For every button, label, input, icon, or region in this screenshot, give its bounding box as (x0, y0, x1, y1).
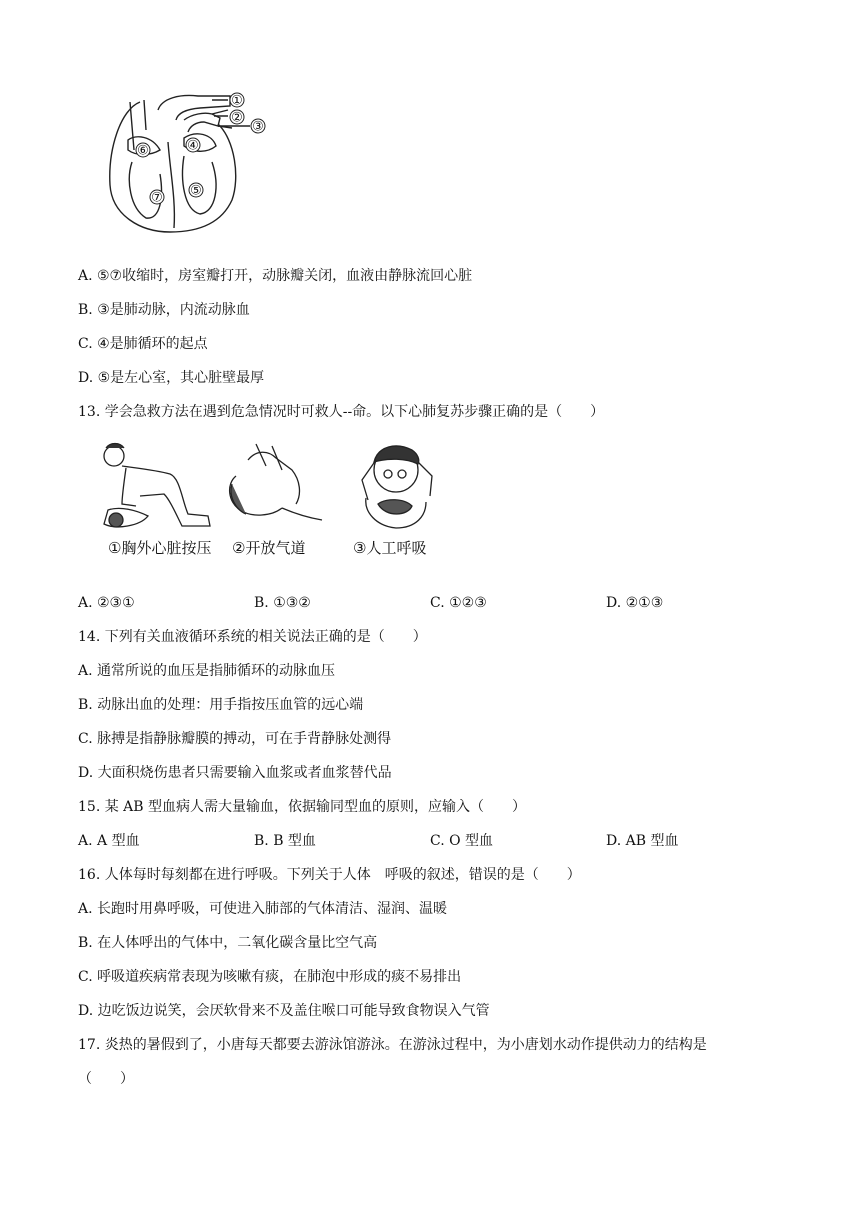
q14-option-a: A. 通常所说的血压是指肺循环的动脉血压 (78, 663, 336, 679)
label-6: ⑥ (137, 143, 149, 159)
q14-option-d: D. 大面积烧伤患者只需要输入血浆或者血浆替代品 (78, 765, 392, 781)
q12-option-a: A. ⑤⑦收缩时，房室瓣打开，动脉瓣关闭，血液由静脉流回心脏 (78, 268, 473, 284)
q13-stem: 13. 学会急救方法在遇到危急情况时可救人--命。以下心肺复苏步骤正确的是（ ） (78, 404, 605, 420)
label-3: ③ (252, 119, 264, 135)
q16-option-d: D. 边吃饭边说笑，会厌软骨来不及盖住喉口可能导致食物误入气管 (78, 1003, 490, 1019)
q12-option-b: B. ③是肺动脉，内流动脉血 (78, 302, 250, 318)
q17-stem: 17. 炎热的暑假到了，小唐每天都要去游泳馆游泳。在游泳过程中，为小唐划水动作提供动力的结构是 (78, 1037, 707, 1053)
q13-option-b: B. ①③② (254, 595, 311, 611)
q15-stem: 15. 某 AB 型血病人需大量输血，依据输同型血的原则，应输入（ ） (78, 799, 527, 815)
cpr-illustrations (96, 440, 466, 532)
cpr-caption-2: ②开放气道 (232, 539, 306, 557)
q15-option-a: A. A 型血 (78, 833, 140, 849)
q16-option-c: C. 呼吸道疾病常表现为咳嗽有痰，在肺泡中形成的痰不易排出 (78, 969, 462, 985)
q15-option-c: C. O 型血 (430, 833, 494, 849)
cpr-caption-3: ③人工呼吸 (353, 539, 427, 557)
q14-option-c: C. 脉搏是指静脉瓣膜的搏动，可在手背静脉处测得 (78, 731, 392, 747)
label-5: ⑤ (190, 183, 202, 199)
label-2: ② (231, 110, 243, 126)
q12-option-d: D. ⑤是左心室，其心脏壁最厚 (78, 370, 265, 386)
q13-option-a: A. ②③① (78, 595, 135, 611)
label-4: ④ (187, 138, 199, 154)
q16-option-b: B. 在人体呼出的气体中，二氧化碳含量比空气高 (78, 935, 378, 951)
label-1: ① (231, 93, 243, 109)
label-7: ⑦ (151, 190, 163, 206)
q14-stem: 14. 下列有关血液循环系统的相关说法正确的是（ ） (78, 629, 427, 645)
q14-option-b: B. 动脉出血的处理：用手指按压血管的远心端 (78, 697, 364, 713)
q15-option-b: B. B 型血 (254, 833, 316, 849)
q17-stem-blank: （ ） (78, 1071, 134, 1087)
cpr-caption-1: ①胸外心脏按压 (108, 539, 212, 557)
q13-option-d: D. ②①③ (606, 595, 664, 611)
q12-option-c: C. ④是肺循环的起点 (78, 336, 208, 352)
heart-diagram (100, 90, 280, 240)
q15-option-d: D. AB 型血 (606, 833, 679, 849)
q13-option-c: C. ①②③ (430, 595, 487, 611)
q16-stem: 16. 人体每时每刻都在进行呼吸。下列关于人体 呼吸的叙述，错误的是（ ） (78, 867, 581, 883)
q16-option-a: A. 长跑时用鼻呼吸，可使进入肺部的气体清洁、湿润、温暖 (78, 901, 448, 917)
